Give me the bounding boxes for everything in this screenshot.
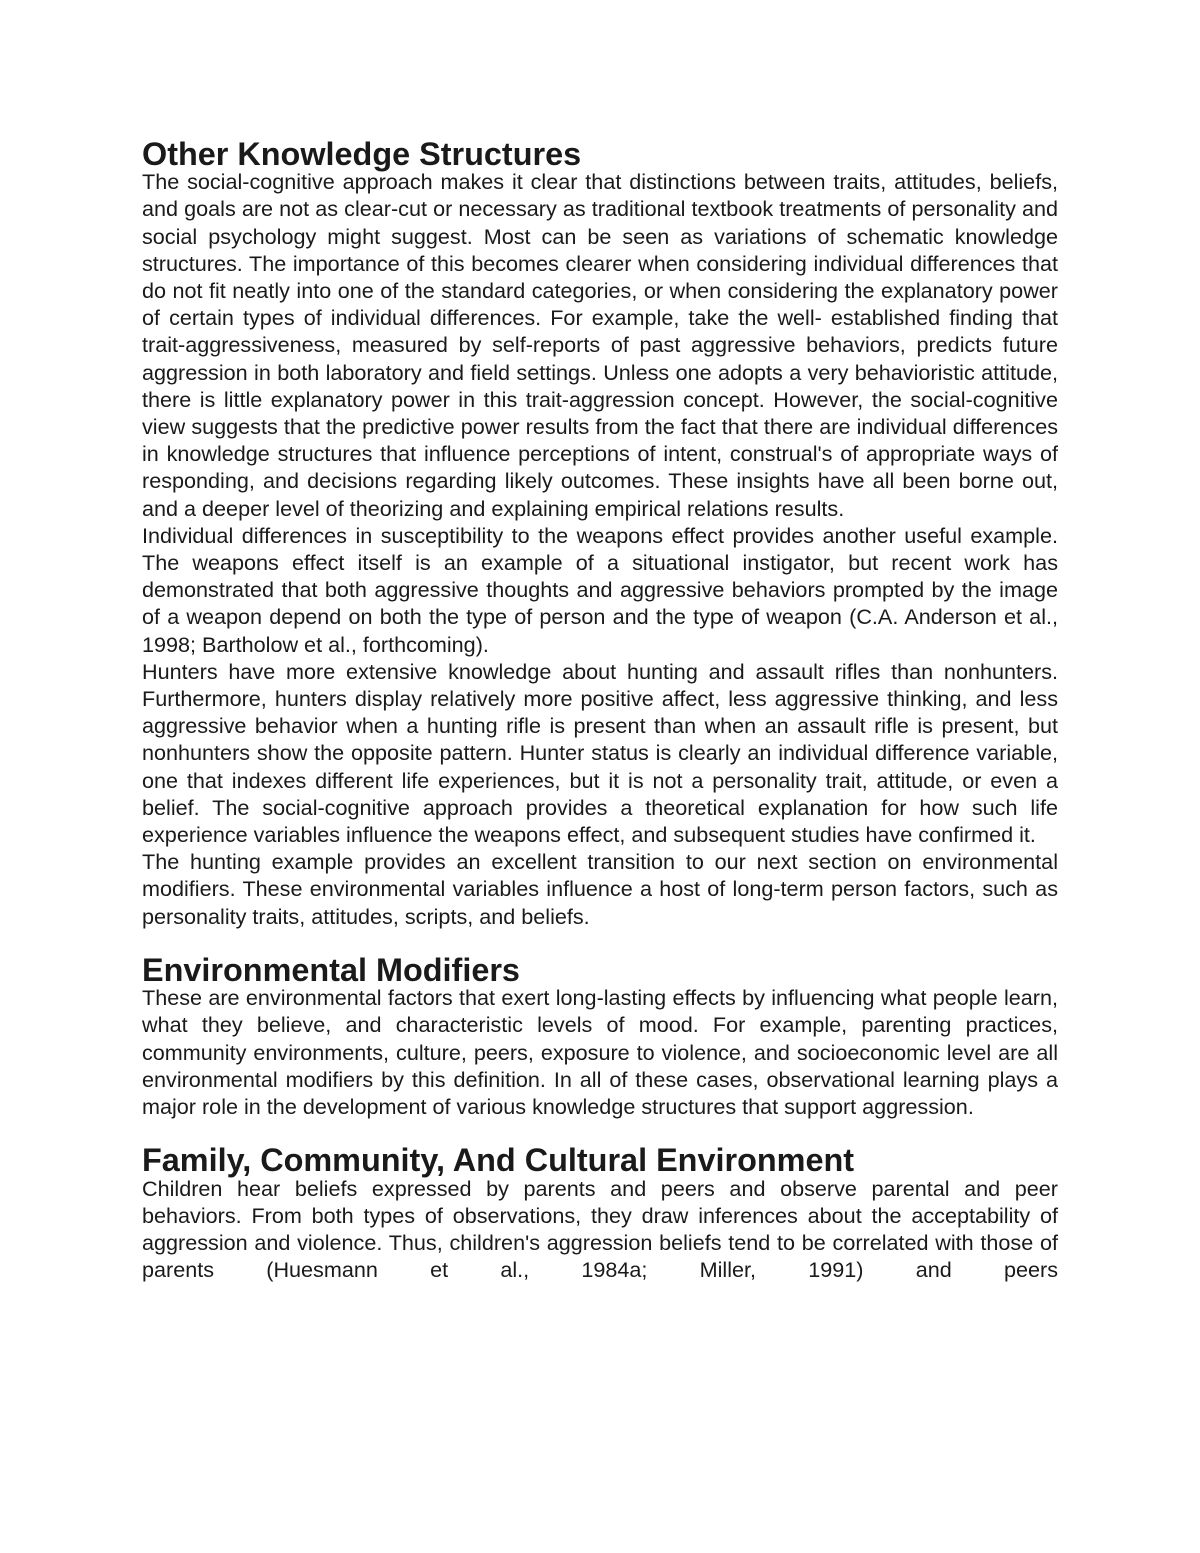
- paragraph: Hunters have more extensive knowledge about hunting and assault rifles than nonhunters. Furthermore, hunters display relatively more positive affect, less aggressive thinking, and less aggressive behavior when a hunting rifle is present than when an assault rifle is present, but nonhunters show the opposite pattern. Hunter status is clearly an individual difference variable, one that indexes different life experiences, but it is not a personality trait, attitude, or even a belief. The social-cognitive approach provides a theoretical explanation for how such life experience variables influence the weapons effect, and subsequent studies have confirmed it.: [142, 658, 1058, 848]
- paragraph: Children hear beliefs expressed by parents and peers and observe parental and peer behaviors. From both types of observations, they draw inferences about the acceptability of aggression and violence. Thus, children's aggression beliefs tend to be correlated with those of parents (Huesmann et al., 1984a; Miller, 1991) and peers: [142, 1175, 1058, 1283]
- section-heading-family-community-cultural-environment: Family, Community, And Cultural Environment: [142, 1142, 855, 1179]
- paragraph: The hunting example provides an excellent transition to our next section on environmental modifiers. These environmental variables influence a host of long-term person factors, such as personality traits, attitudes, scripts, and beliefs.: [142, 849, 1058, 929]
- paragraph: These are environmental factors that exert long-lasting effects by influencing what people learn, what they believe, and characteristic levels of mood. For example, parenting practices, community environments, culture, peers, exposure to violence, and socioeconomic level are all environmental modifiers by this definition. In all of these cases, observational learning plays a major role in the development of various knowledge structures that support aggression.: [142, 985, 1058, 1120]
- document-page: [142, 136, 1058, 1284]
- section-heading-environmental-modifiers: Environmental Modifiers: [142, 952, 520, 989]
- section-heading-other-knowledge-structures: Other Knowledge Structures: [142, 136, 582, 172]
- paragraph: Individual differences in susceptibility to the weapons effect provides another useful example. The weapons effect itself is an example of a situational instigator, but recent work has demonstrated that both aggressive thoughts and aggressive behaviors prompted by the image of a weapon depend on both the type of person and the type of weapon (C.A. Anderson et al., 1998; Bartholow et al., forthcoming).: [142, 522, 1058, 657]
- paragraph: The social-cognitive approach makes it clear that distinctions between traits, attitudes, beliefs, and goals are not as clear-cut or necessary as traditional textbook treatments of personality and social psychology might suggest. Most can be seen as variations of schematic knowledge structures. The importance of this becomes clearer when considering individual differences that do not fit neatly into one of the standard categories, or when considering the explanatory power of certain types of individual differences. For example, take the well- established finding that trait-aggressiveness, measured by self-reports of past aggressive behaviors, predicts future aggression in both laboratory and field settings. Unless one adopts a very behavioristic attitude, there is little explanatory power in this trait-aggression concept. However, the social-cognitive view suggests that the predictive power results from the fact that there are individual differences in knowledge structures that influence perceptions of intent, construal's of appropriate ways of responding, and decisions regarding likely outcomes. These insights have all been borne out, and a deeper level of theorizing and explaining empirical relations results.: [142, 169, 1058, 521]
